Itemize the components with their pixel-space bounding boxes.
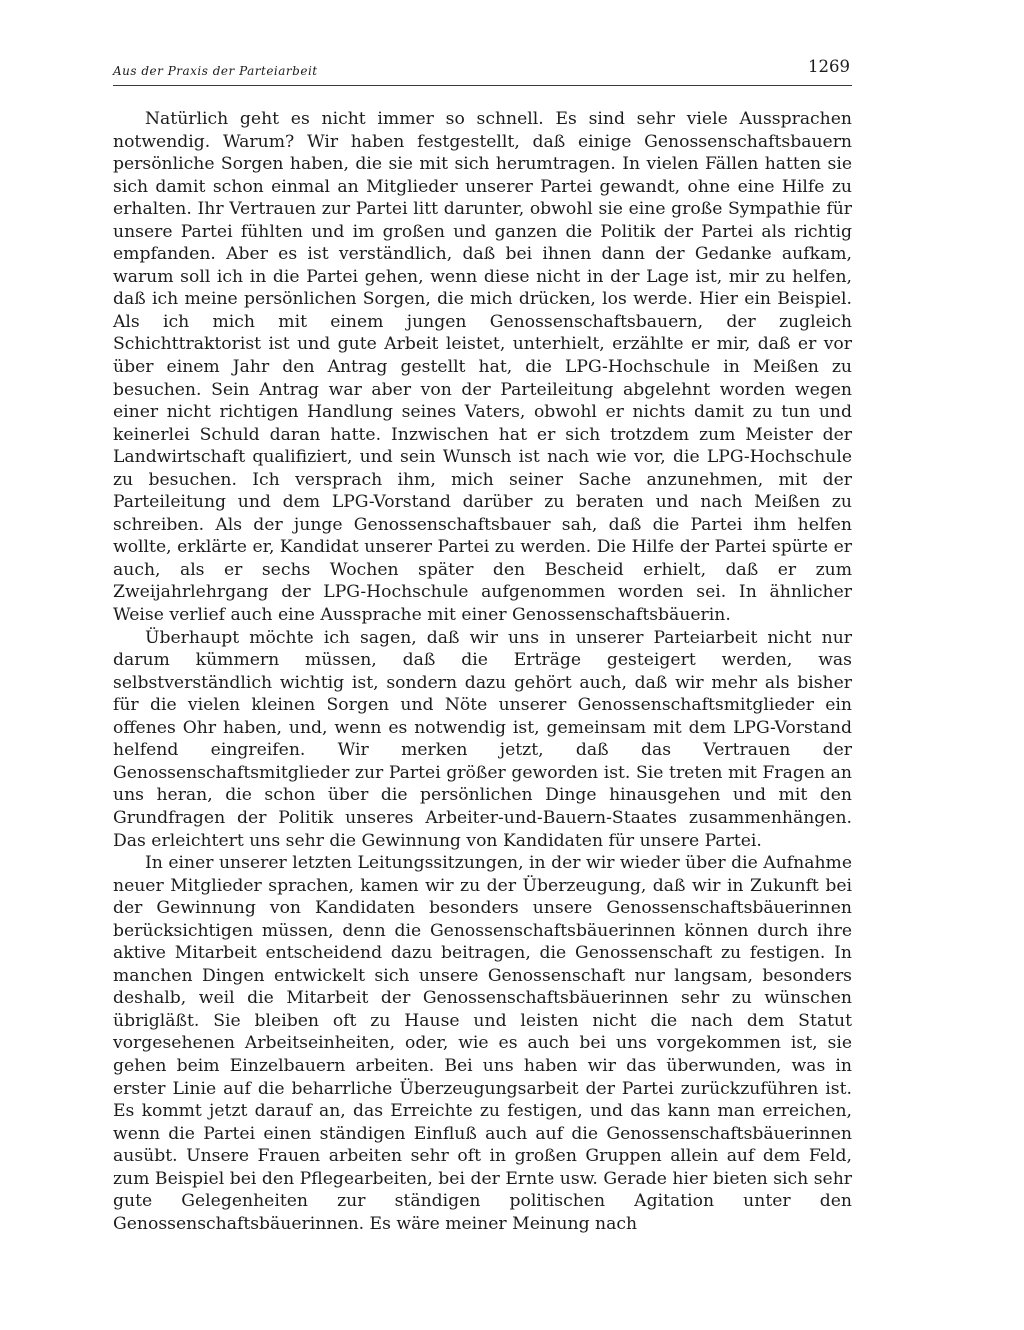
paragraph-2: Überhaupt möchte ich sagen, daß wir uns in unserer Parteiarbeit nicht nur darum kümmern müssen, daß die Erträge gesteigert werden, was selbstverständlich wichtig ist, sondern dazu gehört auch, daß wir mehr als bisher für die vielen kleinen Sorgen und Nöte unserer Genossenschaftsmitglieder ein offenes Ohr haben, und, wenn es notwendig ist, gemeinsam mit dem LPG-Vorstand helfend eingreifen. Wir merken jetzt, daß das Vertrauen der Genossenschaftsmitglieder zur Partei größer geworden ist. Sie treten mit Fragen an uns heran, die schon über die persönlichen Dinge hinausgehen und mit den Grundfragen der Politik unseres Arbeiter-und-Bauern-Staates zusammenhängen. Das erleichtert uns sehr die Gewinnung von Kandidaten für unsere Partei. bbox=[113, 627, 852, 851]
paragraph-3: In einer unserer letzten Leitungssitzungen, in der wir wieder über die Aufnahme neuer Mitglieder sprachen, kamen wir zu der Überzeugung, daß wir in Zukunft bei der Gewinnung von Kandidaten besonders unsere Genossenschaftsbäuerinnen berücksichtigen müssen, denn die Genossenschaftsbäuerinnen können durch ihre aktive Mitarbeit entscheidend dazu beitragen, die Genossenschaft zu festigen. In manchen Dingen entwickelt sich unsere Genossenschaft nur langsam, besonders deshalb, weil die Mitarbeit der Genossenschaftsbäuerinnen sehr zu wünschen übrigläßt. Sie bleiben oft zu Hause und leisten nicht die nach dem Statut vorgesehenen Arbeitseinheiten, oder, wie es auch bei uns vorgekommen ist, sie gehen beim Einzelbauern arbeiten. Bei uns haben wir das überwunden, was in erster Linie auf die beharrliche Überzeugungsarbeit der Partei zurückzuführen ist. Es kommt jetzt darauf an, das Erreichte zu festigen, und das kann man erreichen, wenn die Partei einen ständigen Einfluß auch auf die Genossenschaftsbäuerinnen ausübt. Unsere Frauen arbeiten sehr oft in großen Gruppen allein auf dem Feld, zum Beispiel bei den Pflegearbeiten, bei der Ernte usw. Gerade hier bieten sich sehr gute Gelegenheiten zur ständigen politischen Agitation unter den Genossenschaftsbäuerinnen. Es wäre meiner Meinung nach bbox=[113, 853, 852, 1234]
running-title: Aus der Praxis der Parteiarbeit bbox=[113, 64, 318, 78]
page-header bbox=[113, 55, 852, 86]
body-text bbox=[113, 108, 852, 1235]
paragraph-1: Natürlich geht es nicht immer so schnell. Es sind sehr viele Aussprachen notwendig. Warum? Wir haben festgestellt, daß einige Genossenschaftsbauern persönliche Sorgen haben, die sie mit sich herumtragen. In vielen Fällen hatten sie sich damit schon einmal an Mitglieder unserer Partei gewandt, ohne eine Hilfe zu erhalten. Ihr Vertrauen zur Partei litt darunter, obwohl sie eine große Sympathie für unsere Partei fühlten und im großen und ganzen die Politik der Partei als richtig empfanden. Aber es ist verständlich, daß bei ihnen dann der Gedanke aufkam, warum soll ich in die Partei gehen, wenn diese nicht in der Lage ist, mir zu helfen, daß ich meine persönlichen Sorgen, die mich drücken, los werde. Hier ein Beispiel. Als ich mich mit einem jungen Genossenschaftsbauern, der zugleich Schichttraktorist ist und gute Arbeit leistet, unterhielt, erzählte er mir, daß er vor über einem Jahr den Antrag gestellt hat, die LPG-Hochschule in Meißen zu besuchen. Sein Antrag war aber von der Parteileitung abgelehnt worden wegen einer nicht richtigen Handlung seines Vaters, obwohl er nichts damit zu tun und keinerlei Schuld daran hatte. Inzwischen hat er sich trotzdem zum Meister der Landwirtschaft qualifiziert, und sein Wunsch ist nach wie vor, die LPG-Hochschule zu besuchen. Ich versprach ihm, mich seiner Sache anzunehmen, mit der Parteileitung und dem LPG-Vorstand darüber zu beraten und nach Meißen zu schreiben. Als der junge Genossenschaftsbauer sah, daß die Partei ihm helfen wollte, erklärte er, Kandidat unserer Partei zu werden. Die Hilfe der Partei spürte er auch, als er sechs Wochen später den Bescheid erhielt, daß er zum Zweijahrlehrgang der LPG-Hochschule aufgenommen worden sei. In ähnlicher Weise verlief auch eine Aussprache mit einer Genossenschaftsbäuerin. bbox=[113, 109, 852, 626]
page-number: 1269 bbox=[808, 57, 850, 76]
